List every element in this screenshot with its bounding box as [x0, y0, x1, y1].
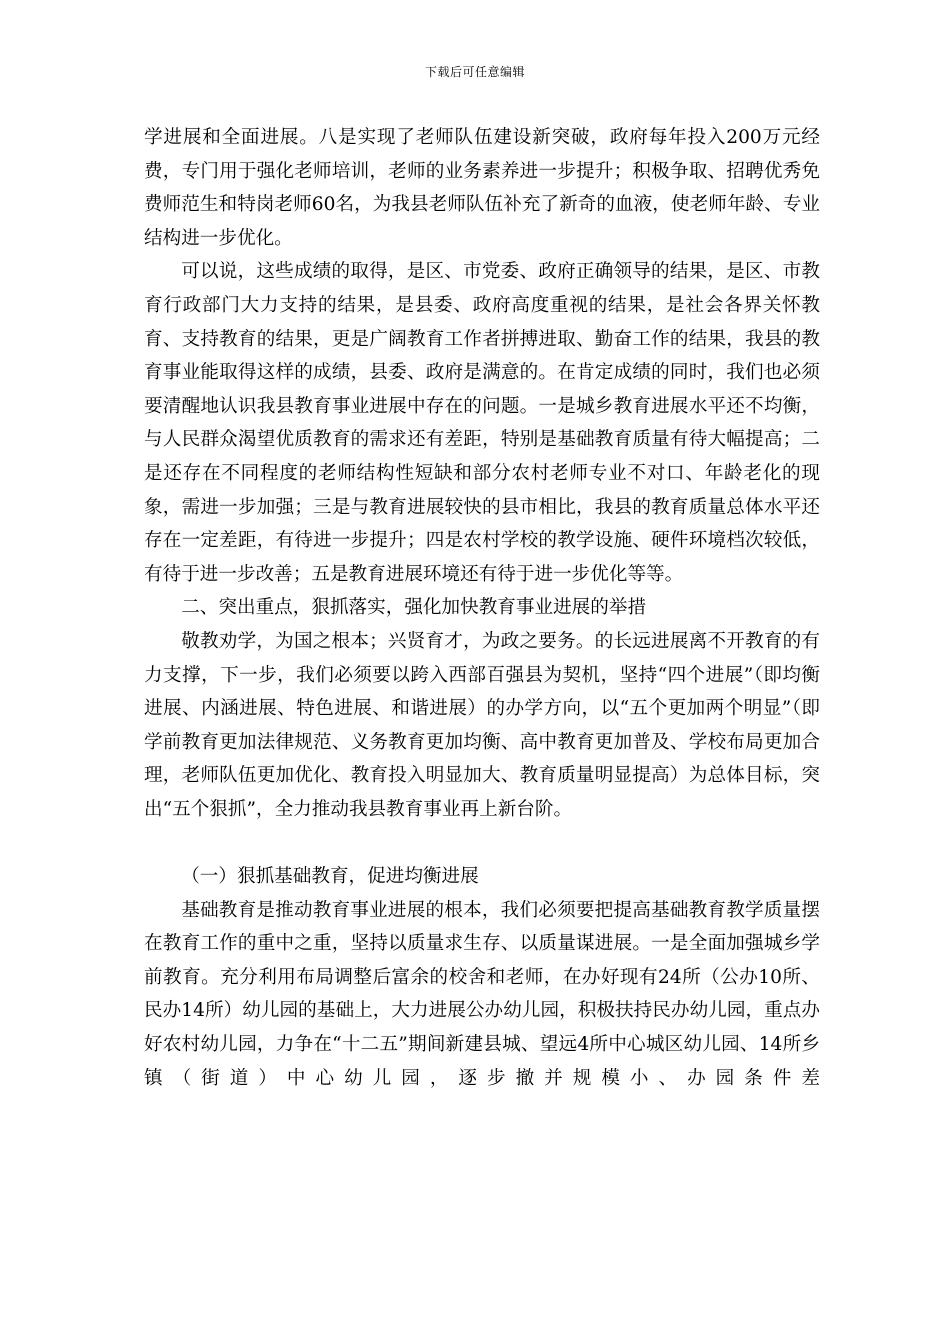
paragraph-basic-education: 基础教育是推动教育事业进展的根本，我们必须要把提高基础教育教学质量摆在教育工作的重中之重，坚持以质量求生存、以质量谋进展。一是全面加强城乡学前教育。充分利用布局调整后富余的校舍和老师，在办好现有24所（公办10所、民办14所）幼儿园的基础上，大力进展公办幼儿园，积极扶持民办幼儿园，重点办好农村幼儿园，力争在“十二五”期间新建县城、望远4所中心城区幼儿园、14所乡镇（街道）中心幼儿园，逐步撤并规模小、办园条件差: [144, 899, 820, 1089]
paragraph-overall-goals: 敬教劝学，为国之根本；兴贤育才，为政之要务。的长远进展离不开教育的有力支撑，下一步，我们必须要以跨入西部百强县为契机，坚持“四个进展”（即均衡进展、内涵进展、特色进展、和谐进展）的办学方向，以“五个更加两个明显”（即学前教育更加法律规范、义务教育更加均衡、高中教育更加普及、学校布局更加合理，老师队伍更加优化、教育投入明显加大、教育质量明显提高）为总体目标，突出“五个狠抓”，全力推动我县教育事业再上新台阶。: [144, 630, 820, 820]
document-body: [144, 121, 820, 1095]
section-heading-2: 二、突出重点，狠抓落实，强化加快教育事业进展的举措: [181, 597, 647, 619]
subsection-heading-1: （一）狠抓基础教育，促进均衡进展: [181, 866, 479, 888]
paragraph-teacher-team: 学进展和全面进展。八是实现了老师队伍建设新突破，政府每年投入200万元经费，专门用于强化老师培训，老师的业务素养进一步提升；积极争取、招聘优秀免费师范生和特岗老师60名，为我县老师队伍补充了新奇的血液，使老师年龄、专业结构进一步优化。: [144, 127, 820, 249]
page-header: 下载后可任意编辑: [424, 65, 525, 79]
paragraph-achievements-problems: 可以说，这些成绩的取得，是区、市党委、政府正确领导的结果，是区、市教育行政部门大力支持的结果，是县委、政府高度重视的结果，是社会各界关怀教育、支持教育的结果，更是广阔教育工作者拼搏进取、勤奋工作的结果，我县的教育事业能取得这样的成绩，县委、政府是满意的。在肯定成绩的同时，我们也必须要清醒地认识我县教育事业进展中存在的问题。一是城乡教育进展水平还不均衡，与人民群众渴望优质教育的需求还有差距，特别是基础教育质量有待大幅提高；二是还存在不同程度的老师结构性短缺和部分农村老师专业不对口、年龄老化的现象，需进一步加强；三是与教育进展较快的县市相比，我县的教育质量总体水平还存在一定差距，有待进一步提升；四是农村学校的教学设施、硬件环境档次较低，有待于进一步改善；五是教育进展环境还有待于进一步优化等等。: [144, 261, 820, 585]
